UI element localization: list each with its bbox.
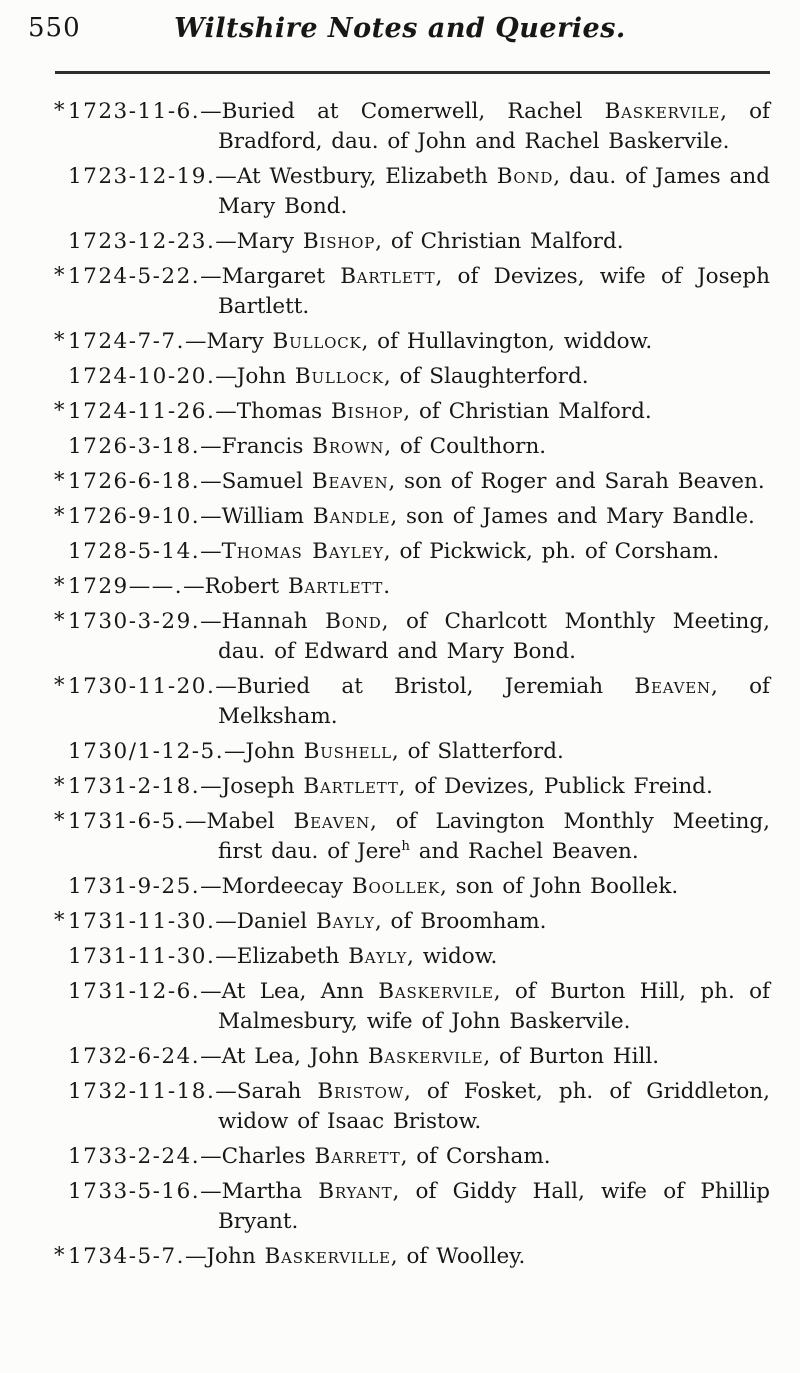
entry-text: —At Westbury, Elizabeth [215, 164, 497, 189]
entry-text: —Margaret [200, 264, 341, 289]
entry-date: 1732-6-24. [68, 1044, 201, 1069]
entry-text: , of Charlcott Monthly Meeting, dau. of Edward and Mary Bond. [218, 609, 771, 664]
entry-date: 1731-9-25. [68, 874, 201, 899]
surname-smallcaps: Beaven [311, 469, 389, 494]
surname-smallcaps: Baskervile [604, 99, 721, 124]
entry-date: 1726-9-10. [68, 504, 201, 529]
entry-text: , of Woolley. [390, 1244, 526, 1269]
entry-text: , of Coulthorn. [384, 434, 547, 459]
entry-text: —William [200, 504, 313, 529]
surname-smallcaps: Bristow [317, 1079, 404, 1104]
surname-smallcaps: Bandle [312, 504, 391, 529]
entry-text: —Elizabeth [215, 944, 349, 969]
entry-text: —At Lea, John [200, 1044, 368, 1069]
entry-text: , of Devizes, Publick Freind. [398, 774, 713, 799]
entry-text: , of Devizes, wife of Joseph Bartlett. [218, 264, 770, 319]
entry-text: —Joseph [200, 774, 304, 799]
page-number: 550 [28, 13, 81, 43]
surname-smallcaps: Bartlett [303, 774, 399, 799]
entry-text: , of Christian Malford. [375, 229, 624, 254]
entry-text: . [383, 574, 391, 599]
entry-date: 1731-11-30. [68, 944, 216, 969]
surname-smallcaps: Bayly [316, 909, 375, 934]
entry-row [54, 467, 770, 497]
entry-text: —Daniel [215, 909, 317, 934]
entry-date: 1731-11-30. [68, 909, 216, 934]
page-header [0, 0, 800, 63]
surname-smallcaps: Bryant [318, 1179, 393, 1204]
entry-text: —Buried at Comerwell, Rachel [200, 99, 605, 124]
entry-date: 1731-2-18. [68, 774, 201, 799]
entry-date: 1733-5-16. [68, 1179, 201, 1204]
entry-text: , son of Roger and Sarah Beaven. [388, 469, 765, 494]
entry-text: —Samuel [200, 469, 312, 494]
surname-smallcaps: Baskervile [367, 1044, 484, 1069]
entry-text: —Charles [200, 1144, 315, 1169]
entry-date: 1728-5-14. [68, 539, 201, 564]
entry-row [68, 977, 770, 1037]
entry-row [54, 672, 770, 732]
entry-text: and Rachel Beaven. [409, 839, 639, 864]
asterisk-marker: * [54, 98, 65, 122]
asterisk-marker: * [54, 468, 65, 492]
entry-date: 1724-11-26. [68, 399, 216, 424]
entry-text: , son of John Boollek. [440, 874, 679, 899]
entry-row [68, 872, 770, 902]
entry-row [54, 772, 770, 802]
superscript-abbreviation: h [401, 838, 410, 854]
entry-text: —At Lea, Ann [200, 979, 379, 1004]
entry-text: , of Slatterford. [391, 739, 564, 764]
entry-row [54, 502, 770, 532]
entry-row [68, 1177, 770, 1237]
asterisk-marker: * [54, 608, 65, 632]
surname-smallcaps: Bond [325, 609, 382, 634]
entry-text: , of Bradford, dau. of John and Rachel Baskervile. [218, 99, 770, 154]
page-title: Wiltshire Notes and Queries. [174, 13, 626, 44]
entry-text: —Mary [215, 229, 303, 254]
entry-text: , son of James and Mary Bandle. [390, 504, 755, 529]
surname-smallcaps: Bond [496, 164, 554, 189]
entry-row [68, 1042, 770, 1072]
entry-text: , of Corsham. [400, 1144, 551, 1169]
entry-row [54, 97, 770, 157]
entry-date: 1731-6-5. [68, 809, 185, 834]
entry-row [54, 907, 770, 937]
entry-date: 1723-11-6. [68, 99, 201, 124]
asterisk-marker: * [54, 263, 65, 287]
entry-text: —Francis [200, 434, 313, 459]
entry-row [54, 607, 771, 667]
entry-date: 1723-12-19. [68, 164, 216, 189]
entry-text: —Buried at Bristol, Jeremiah [215, 674, 635, 699]
surname-smallcaps: Barrett [314, 1144, 401, 1169]
entry-date: 1732-11-18. [68, 1079, 216, 1104]
asterisk-marker: * [54, 503, 65, 527]
entry-row [68, 227, 770, 257]
entry-row [54, 1242, 770, 1272]
asterisk-marker: * [54, 328, 65, 352]
entry-row [68, 737, 770, 767]
entry-row [68, 432, 770, 462]
entry-date: 1724-10-20. [68, 364, 216, 389]
entry-text: , of Christian Malford. [403, 399, 652, 424]
entry-date: 1726-6-18. [68, 469, 201, 494]
entry-text: —Martha [200, 1179, 319, 1204]
entry-text: , widow. [407, 944, 498, 969]
surname-smallcaps: Bullock [294, 364, 384, 389]
entry-text: —Sarah [215, 1079, 318, 1104]
surname-smallcaps: Brown [312, 434, 385, 459]
entry-text: , of Slaughterford. [383, 364, 589, 389]
entry-row [54, 397, 770, 427]
entry-text: —Mordeecay [200, 874, 352, 899]
entry-date: 1730-3-29. [68, 609, 201, 634]
surname-smallcaps: Baskerville [264, 1244, 391, 1269]
surname-smallcaps: Beaven [293, 809, 371, 834]
entry-date: 1730/1-12-5. [68, 739, 225, 764]
asterisk-marker: * [54, 808, 65, 832]
entry-text: , of Giddy Hall, wife of Phillip Bryant. [218, 1179, 771, 1234]
entry-row [68, 162, 770, 222]
asterisk-marker: * [54, 398, 65, 422]
entry-text: —Mabel [184, 809, 294, 834]
surname-smallcaps: Bartlett [340, 264, 436, 289]
entry-text: —John [224, 739, 304, 764]
entry-date: 1734-5-7. [68, 1244, 185, 1269]
entry-date: 1724-5-22. [68, 264, 201, 289]
asterisk-marker: * [54, 1243, 65, 1267]
entry-date: 1731-12-6. [68, 979, 201, 1004]
entry-row [68, 1077, 770, 1137]
entry-row [68, 362, 770, 392]
surname-smallcaps: Bartlett [287, 574, 384, 599]
surname-smallcaps: Bishop [302, 229, 376, 254]
entry-row [54, 262, 770, 322]
entry-date: 1726-3-18. [68, 434, 201, 459]
entry-text: , of Burton Hill. [483, 1044, 660, 1069]
entry-row [68, 942, 770, 972]
asterisk-marker: * [54, 773, 65, 797]
entry-row [68, 1142, 770, 1172]
asterisk-marker: * [54, 673, 65, 697]
entry-text: —Hannah [200, 609, 326, 634]
entry-text: —Thomas [215, 399, 332, 424]
surname-smallcaps: Thomas Bayley [221, 539, 384, 564]
entry-text: , of Hullavington, widdow. [361, 329, 653, 354]
asterisk-marker: * [54, 908, 65, 932]
entry-text: , of Pickwick, ph. of Corsham. [383, 539, 720, 564]
entry-date: 1730-11-20. [68, 674, 216, 699]
entry-text: — [200, 539, 222, 564]
entry-date: 1724-7-7. [68, 329, 185, 354]
entry-text: —John [184, 1244, 265, 1269]
surname-smallcaps: Beaven [634, 674, 711, 699]
entries-list [0, 74, 800, 1272]
surname-smallcaps: Bushell [303, 739, 392, 764]
entry-row [54, 572, 770, 602]
entry-text: —Mary [184, 329, 273, 354]
asterisk-marker: * [54, 573, 65, 597]
surname-smallcaps: Baskervile [378, 979, 494, 1004]
entry-date: 1729——. [68, 574, 184, 599]
entry-row [68, 537, 770, 567]
surname-smallcaps: Boollek [351, 874, 440, 899]
surname-smallcaps: Bayly [348, 944, 408, 969]
entry-text: —Robert [183, 574, 288, 599]
entry-text: , of Burton Hill, ph. of Malmesbury, wife of John Baskervile. [218, 979, 770, 1034]
entry-row [54, 807, 771, 867]
entry-text: , dau. of James and Mary Bond. [218, 164, 770, 219]
entry-date: 1723-12-23. [68, 229, 216, 254]
surname-smallcaps: Bullock [272, 329, 362, 354]
entry-text: , of Lavington Monthly Meeting, first dau. of Jere [218, 809, 771, 864]
entry-row [54, 327, 770, 357]
entry-text: , of Fosket, ph. of Griddleton, widow of Isaac Bristow. [218, 1079, 770, 1134]
entry-text: , of Melksham. [218, 674, 770, 729]
surname-smallcaps: Bishop [331, 399, 404, 424]
entry-text: , of Broomham. [374, 909, 547, 934]
entry-date: 1733-2-24. [68, 1144, 201, 1169]
entry-text: —John [215, 364, 295, 389]
